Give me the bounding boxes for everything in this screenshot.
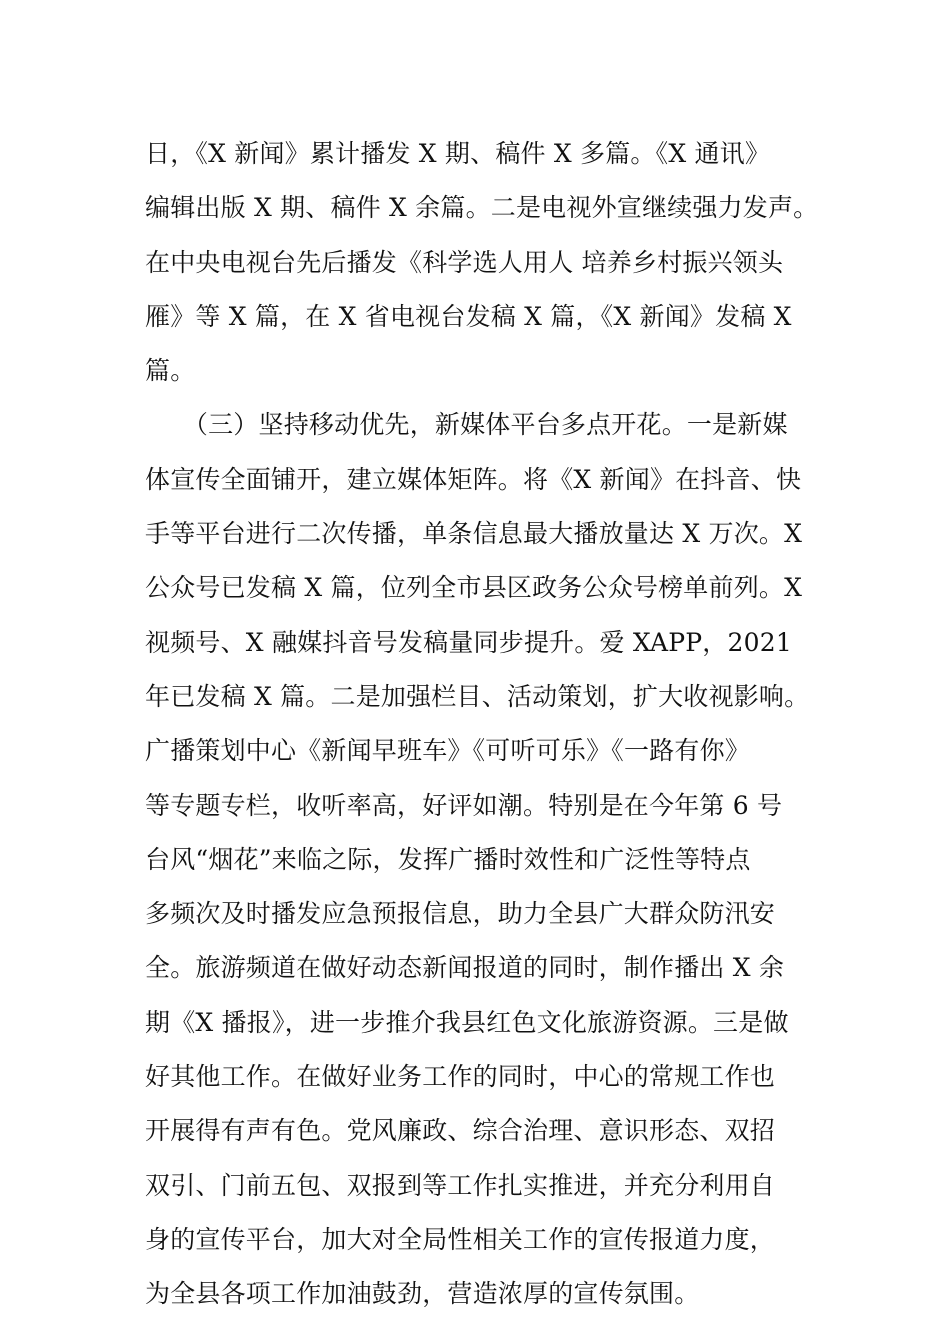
text-line: 日，《X 新闻》累计播发 X 期、稿件 X 多篇。《X 通讯》 bbox=[145, 139, 771, 168]
text-line: 在中央电视台先后播发《科学选人用人 培养乡村振兴领头 bbox=[145, 247, 784, 277]
text-line: 篇。 bbox=[145, 356, 196, 386]
text-line: 开展得有声有色。党风廉政、综合治理、意识形态、双招 bbox=[145, 1116, 776, 1146]
text-line: 台风“烟花”来临之际，发挥广播时效性和广泛性等特点 bbox=[145, 844, 751, 874]
text-line: 手等平台进行二次传播，单条信息最大播放量达 X 万次。X bbox=[145, 519, 803, 549]
body-text bbox=[145, 127, 825, 1322]
text-line: 为全县各项工作加油鼓劲，营造浓厚的宣传氛围。 bbox=[145, 1279, 700, 1309]
text-line: 编辑出版 X 期、稿件 X 余篇。二是电视外宣继续强力发声。 bbox=[145, 193, 819, 223]
text-line: 广播策划中心《新闻早班车》《可听可乐》《一路有你》 bbox=[145, 736, 751, 766]
text-line: 身的宣传平台，加大对全局性相关工作的宣传报道力度， bbox=[145, 1224, 776, 1254]
text-line: 全。旅游频道在做好动态新闻报道的同时，制作播出 X 余 bbox=[145, 953, 785, 983]
text-line: 视频号、X 融媒抖音号发稿量同步提升。爱 XAPP，2021 bbox=[145, 627, 792, 657]
text-line: 多频次及时播发应急预报信息，助力全县广大群众防汛安 bbox=[145, 899, 776, 929]
text-line: 等专题专栏，收听率高，好评如潮。特别是在今年第 6 号 bbox=[145, 790, 783, 820]
text-line: 双引、门前五包、双报到等工作扎实推进，并充分利用自 bbox=[145, 1170, 776, 1200]
text-line: 雁》等 X 篇，在 X 省电视台发稿 X 篇，《X 新闻》发稿 X bbox=[145, 301, 792, 331]
text-line: 体宣传全面铺开，建立媒体矩阵。将《X 新闻》在抖音、快 bbox=[145, 464, 802, 494]
text-line: 年已发稿 X 篇。二是加强栏目、活动策划，扩大收视影响。 bbox=[145, 681, 810, 711]
text-line: 公众号已发稿 X 篇，位列全市县区政务公众号榜单前列。X bbox=[145, 573, 803, 603]
text-line: 好其他工作。在做好业务工作的同时，中心的常规工作也 bbox=[145, 1062, 776, 1092]
text-line: （三）坚持移动优先，新媒体平台多点开花。一是新媒 bbox=[145, 410, 788, 440]
text-line: 期《X 播报》，进一步推介我县红色文化旅游资源。三是做 bbox=[145, 1007, 789, 1037]
